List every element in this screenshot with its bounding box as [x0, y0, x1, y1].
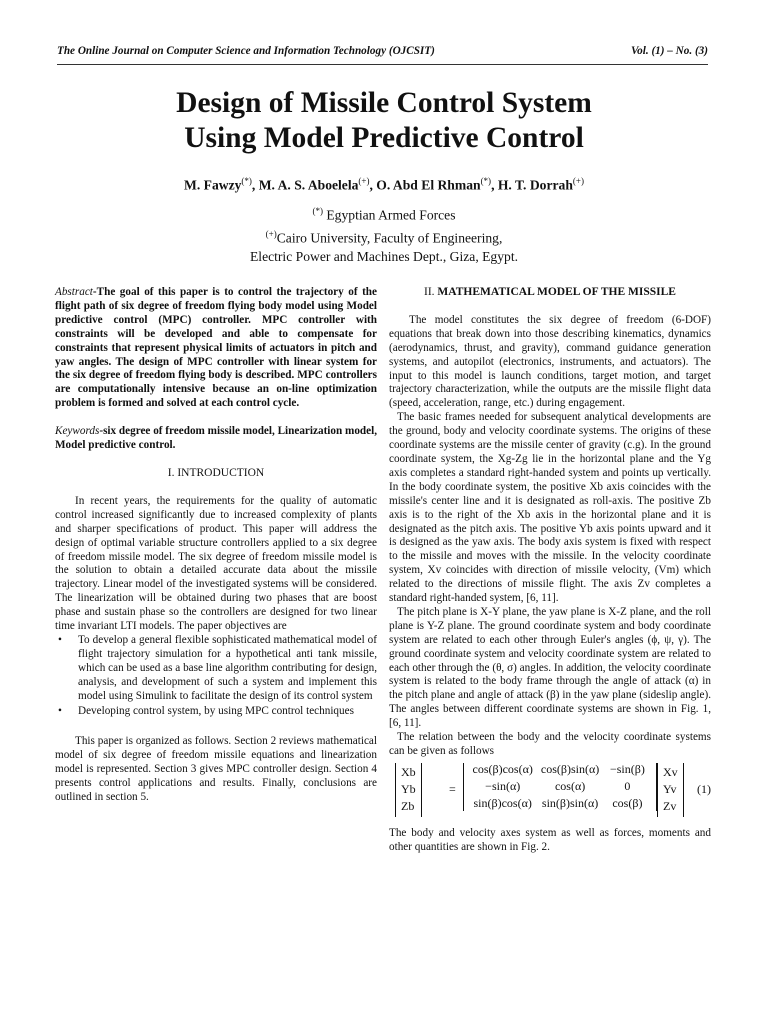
right-column: [389, 286, 711, 855]
running-header: [57, 45, 708, 57]
volume-number: Vol. (1) – No. (3): [630, 45, 708, 57]
lhs-vector: [395, 763, 422, 817]
affiliation-text: Cairo University, Faculty of Engineering,: [276, 230, 503, 246]
list-item-text: To develop a general flexible sophisticated mathematical model of flight trajectory simulation for a hypothetical anti tank missile, which can be used as a base line algorithm contributing for design, analysis, and development of such a system and implement this model using Simulink to facilitate the design of its control system: [78, 633, 377, 702]
left-column: [55, 286, 377, 805]
abstract: [55, 286, 377, 411]
author-mark: (+): [572, 176, 584, 186]
author-name: M. A. S. Aboelela: [258, 177, 359, 193]
paper-title: [0, 86, 768, 156]
affiliation-1: [0, 202, 768, 225]
matrix-cell: sin(β)sin(α): [541, 795, 599, 810]
author-name: M. Fawzy: [184, 177, 242, 193]
section-title: MATHEMATICAL MODEL OF THE MISSILE: [437, 286, 676, 298]
vector-entry: Zb: [401, 798, 415, 813]
keywords: [55, 425, 377, 453]
affiliations: [0, 202, 768, 266]
vector-entry: Zv: [663, 798, 677, 813]
matrix-cell: cos(α): [554, 778, 586, 793]
affiliation-text: Egyptian Armed Forces: [322, 207, 456, 223]
objectives-list: [55, 634, 377, 719]
model-paragraph-4: The relation between the body and the velocity coordinate systems can be given as follows: [389, 731, 711, 757]
equals-sign: =: [449, 781, 456, 796]
list-item: [58, 705, 377, 719]
rhs-vector: [657, 763, 684, 817]
intro-paragraph-2: This paper is organized as follows. Section 2 reviews mathematical model of six degree of freedom missile equations and linearization model is represented. Section 3 gives MPC controller design. Section 4 presents control applications and results. Finally, conclusions are outlined in section 5.: [55, 735, 377, 803]
section-number: II.: [424, 286, 438, 298]
model-paragraph-5: The body and velocity axes system as well as forces, moments and other quantities are shown in Fig. 2.: [389, 826, 711, 853]
affiliation-mark: (+): [265, 228, 277, 239]
matrix-cell: cos(β): [612, 795, 643, 810]
journal-name: The Online Journal on Computer Science and Information Technology (OJCSIT): [57, 45, 435, 57]
bullet-icon: •: [58, 705, 62, 718]
author-mark: (*): [241, 176, 252, 186]
vector-entry: Yb: [401, 781, 416, 796]
intro-paragraph-1: In recent years, the requirements for the quality of automatic control increased significantly due to increased complexity of plants and sharper specifications of product. This paper will address the design of optimal variable structure controllers applied to a six degree of freedom missile model. The six degree of freedom missile model is the solution to obtain a detailed accurate data about the missile trajectory. Linear model of the investigated systems will be considered. The linearization will be obtained during two phases that are boost phase and sustain phase so the controllers are designed for two linear time invariant LTI models. The paper objectives are: [55, 494, 377, 633]
keywords-text: -six degree of freedom missile model, Linearization model, Model predictive control.: [55, 425, 378, 452]
author-mark: (+): [358, 176, 370, 186]
matrix-cell: −sin(β): [609, 761, 645, 776]
vector-entry: Xv: [663, 764, 678, 779]
vector-entry: Xb: [401, 764, 416, 779]
section-heading-model: [389, 286, 711, 300]
author-mark: (*): [480, 176, 492, 186]
rotation-matrix: [463, 763, 657, 811]
author-name: O. Abd El Rhman: [376, 177, 481, 193]
affiliation-mark: (*): [312, 206, 323, 216]
affiliation-2: [0, 225, 768, 248]
title-line-1: Design of Missile Control System: [176, 87, 592, 119]
abstract-lead: Abstract: [55, 286, 93, 298]
bullet-icon: •: [58, 633, 62, 646]
model-paragraph-3: The pitch plane is X-Y plane, the yaw plane is X-Z plane, and the roll plane is Y-Z plane. The ground coordinate system and body coordinate system are related to each other through Euler's angles (ϕ, ψ, γ). The ground coordinate system and velocity coordinate system are related to each other through the (θ, σ) angles. In addition, the velocity coordinate system is related to the body frame through the angle of attack (α) in the pitch plane and angle of attack (β) in the yaw plane (sideslip angle). The angles between different coordinate systems are shown in Fig. 1, [6, 11].: [389, 605, 711, 730]
matrix-cell: cos(β)sin(α): [540, 761, 600, 776]
model-paragraph-2: The basic frames needed for subsequent analytical developments are the ground, body and velocity coordinate systems. The origins of these coordinate systems are the missile center of gravity (c.g). In the ground coordinate system, the Xg-Zg lie in the horizontal plane and the Yg axis completes a standard right-handed system and points up vertically. In the body coordinate system, the positive Xb axis coincides with the missile's center line and it is designated as roll-axis. The positive Zb axis is to the right of the Xb axis in the horizontal plane and it is designated as the pitch axis. The positive Yb axis points upward and it is designed as the yaw axis. The body axis system is fixed with respect to the missile and moves with the missile. In the velocity coordinate system, Xv coincides with direction of missile velocity, (Vm) which related to the directions of missile flight. The axis Zv completes a standard right-handed system, [6, 11].: [389, 411, 711, 605]
section-heading-introduction: I. INTRODUCTION: [167, 466, 265, 479]
matrix-cell: 0: [624, 778, 631, 793]
list-item-text: Developing control system, by using MPC control techniques: [78, 705, 354, 718]
author-name: H. T. Dorrah: [497, 177, 573, 193]
keywords-lead: Keywords: [55, 425, 100, 438]
title-line-2: Using Model Predictive Control: [184, 122, 584, 154]
affiliation-2-line-2: Electric Power and Machines Dept., Giza, Egypt.: [249, 249, 518, 265]
equation-1: [389, 761, 711, 825]
vector-entry: Yv: [663, 781, 677, 796]
model-paragraph-1: The model constitutes the six degree of freedom (6-DOF) equations that break down into those describing kinematics, dynamics (aerodynamics, thrust, and gravity), command guidance generation systems, and autopilot (electronics, instruments, and actuators). The input to this model is launch conditions, target motion, and target trajectory characterization, while the outputs are the missile flight data (speed, acceleration, range, etc.) during engagement.: [389, 313, 711, 410]
abstract-text: -The goal of this paper is to control the trajectory of the flight path of six degree of freedom flying body model using Model predictive control (MPC) controller. MPC controller with constraints will be developed and able to compensate for constraints that represent physical limits of actuators in pitch and yaw angles. The design of MPC controller with linear system for the six degree of freedom flying body is described. MPC controllers are computationally intensive because an on-line optimization problem is formed and solved at each control cycle.: [55, 286, 377, 410]
author-list: M. Fawzy(*), M. A. S. Aboelela(+), O. Abd El Rhman(*), H. T. Dorrah(+): [184, 176, 584, 193]
header-rule: [57, 64, 708, 65]
equation-number: (1): [697, 781, 711, 796]
matrix-cell: cos(β)cos(α): [472, 761, 533, 776]
list-item: [58, 633, 377, 704]
matrix-cell: sin(β)cos(α): [473, 795, 532, 810]
matrix-cell: −sin(α): [485, 778, 521, 793]
